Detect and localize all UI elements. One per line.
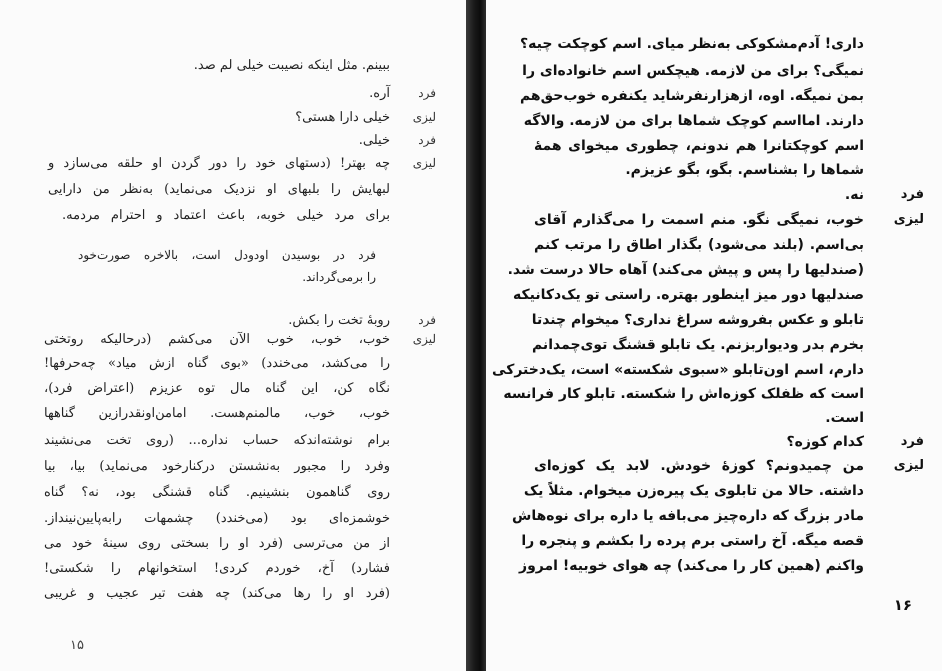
stage-direction: را برمی‌گرداند. [302, 270, 376, 284]
text-line: بمن نمیگه. اوه، ازهزارنفرشاید یکنفره خوب‌حق‌هم [519, 88, 864, 104]
text-line: (فرد او را رها می‌کند) چه هفت تیر عجیب و غریبی [44, 586, 390, 601]
right-page [486, 0, 942, 671]
stage-direction: فرد در بوسیدن اودودل است، بالاخره صورت‌خود [78, 248, 376, 262]
text-line: برام نوشته‌اندکه حساب نداره... (روی تخت می‌نشیند [44, 433, 390, 448]
text-line: است که ظفلک کوزه‌اش را شکسته. تابلو کار فرانسه [503, 386, 864, 402]
text-line: نمیگی؟ برای من لازمه. هیچکس اسم خانواده‌ای را [522, 63, 864, 79]
text-line: خوشمزه‌ای بود (می‌خندد) چشمهات رابه‌پایین‌نینداز. [44, 511, 390, 526]
text-line: لبهایش را بلبهای او نزدیک می‌نماید) به‌نظر من دارایی [48, 182, 390, 197]
speaker-label: لیزی [893, 458, 924, 473]
text-line: کدام کوزه؟ [786, 434, 864, 450]
text-line: اسم کوچکتانرا هم ندونم، چطوری میخوای همهٔ [534, 138, 864, 154]
speaker-label: فرد [900, 187, 924, 202]
text-line: چه بهتر! (دستهای خود را دور گردن او حلقه می‌سازد و [48, 156, 390, 171]
book-spine [466, 0, 486, 671]
text-line: ببینم. مثل اینکه نصیبت خیلی لم صد. [193, 58, 390, 73]
text-line: واکنم (همین کار را می‌کند) چه هوای خوبیه! امروز [519, 558, 864, 574]
text-line: من چمیدونم؟ کوزهٔ خودش. لابد یک کوزه‌ای [534, 458, 864, 474]
speaker-label: فرد [418, 313, 436, 327]
page-number: ۱۵ [70, 638, 84, 653]
text-line: خیلی دارا هستی؟ [295, 110, 390, 125]
text-line: برای مرد خیلی خوبه، باعث اعتماد و احترام مردمه. [62, 208, 390, 223]
text-line: خوب، خوب، مالمنم‌هست. امامن‌اونقدرازین گناهها [44, 406, 390, 421]
text-line: را می‌کشد، می‌خندد) «بوی گناه ازش میاد» چه‌حرفها! [44, 356, 390, 371]
left-page [0, 0, 466, 671]
text-line: از من می‌ترسی (فرد او را بسختی روی سینهٔ خود می‌ [44, 536, 390, 551]
text-line: روی گناهمون بنشینیم. گناه قشنگی بود، نه؟ گناه [44, 485, 390, 500]
text-line: نه. [844, 187, 864, 203]
text-line: دارم، اسم اون‌تابلو «سبوی شکسته» است، یک‌دخترکی [492, 362, 864, 378]
text-line: خیلی. [358, 133, 390, 148]
text-line: است. [825, 410, 864, 426]
text-line: (صندلیها را پس و پیش می‌کند) آهاه حالا درست شد. [507, 262, 864, 278]
text-line: روبهٔ تخت را بکش. [288, 313, 390, 328]
speaker-label: فرد [418, 133, 436, 147]
text-line: خوب، نمیگی نگو. منم اسمت را می‌گذارم آقای [534, 212, 864, 228]
text-line: تابلو و عکس بفروشه سراغ نداری؟ میخوام چندتا [531, 312, 864, 328]
text-line: داشته. حالا من تابلوی یک پیره‌زن میخوام. مثلاً یک [523, 483, 864, 499]
text-line: آره. [369, 86, 390, 101]
text-line: مادر بزرگ که داره‌چیز می‌بافه یا داره برای نوه‌هاش [512, 508, 864, 524]
text-line: قصه میگه. آخ راستی برم پرده را بکشم و پنجره را [521, 533, 864, 549]
text-line: بخرم بدر ودیوار‌بزنم. یک تابلو قشنگ توی‌چمدانم [531, 337, 864, 353]
text-line: دارند. امااسم کوچک شماها برای من لازمه. والاگه [523, 113, 864, 129]
speaker-label: لیزی [412, 110, 436, 124]
text-line: بی‌اسم. (بلند می‌شود) بگذار اطاق را مرتب کنم [534, 237, 864, 253]
text-line: صندلیها دور میز اینطور بهتره. راستی تو یک‌دکانیکه [512, 287, 864, 303]
speaker-label: لیزی [412, 332, 436, 346]
text-line: شماها را بشناسم. بگو، بگو عزیزم. [625, 162, 864, 178]
text-line: وفرد را مجبور به‌نشستن درکنارخود می‌نماید) بیا، بیا [44, 459, 390, 474]
speaker-label: فرد [418, 86, 436, 100]
speaker-label: لیزی [893, 212, 924, 227]
text-line: نگاه کن، این گناه مال توه عزیزم (اعتراض فرد)، [44, 381, 390, 396]
page-number: ۱۶ [893, 596, 912, 614]
text-line: فشارد) آخ، خوردم کردی! استخوانهام را شکستی! [44, 561, 390, 576]
speaker-label: فرد [900, 434, 924, 449]
text-line: داری! آدم‌مشکوکی به‌نظر میای. اسم کوچکت چیه؟ [520, 36, 864, 52]
speaker-label: لیزی [412, 156, 436, 170]
text-line: خوب، خوب، خوب الآن می‌کشم (درحالیکه روتختی [44, 332, 390, 347]
